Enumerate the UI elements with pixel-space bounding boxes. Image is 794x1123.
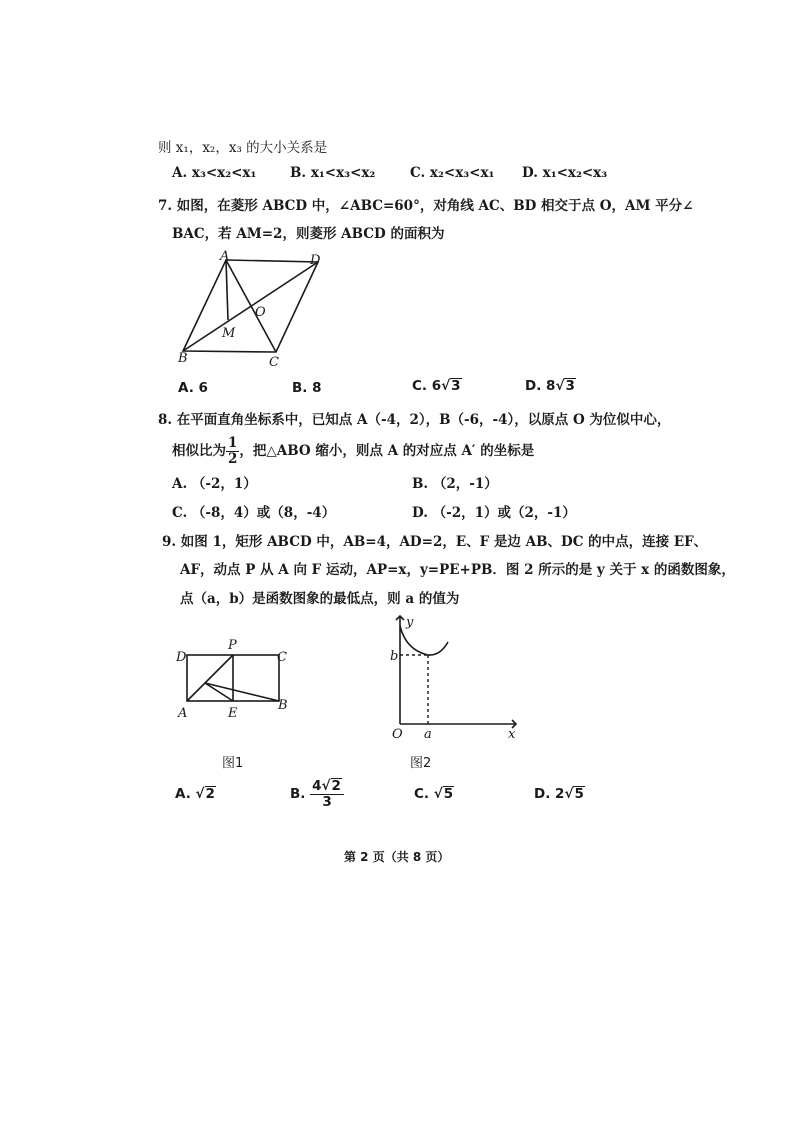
q9-figure2-graph (388, 612, 528, 740)
numerator-radicand: 2 (331, 778, 341, 794)
q8-option-a (172, 472, 257, 492)
option-letter: C. (414, 786, 430, 802)
label-o: O (255, 305, 266, 320)
segment-am (226, 260, 228, 320)
ratio-numerator: 1 (228, 435, 238, 451)
option-letter: A. (175, 786, 191, 802)
option-coef: 2 (555, 786, 565, 802)
q9-figure2-caption: 图2 (410, 756, 432, 771)
option-radicand: 3 (451, 378, 461, 394)
option-letter: A. (178, 380, 194, 396)
label-y: y (406, 615, 414, 630)
q6-option-a (172, 165, 256, 181)
page-footer: 第 2 页（共 8 页） (344, 850, 450, 864)
option-letter: C. (412, 378, 428, 394)
numerator-coef: 4 (312, 778, 322, 794)
label-a: A (220, 249, 230, 264)
label-e: E (228, 706, 238, 721)
option-letter: B. (412, 476, 429, 492)
option-letter: A. (172, 476, 188, 492)
label-b: B (178, 351, 188, 366)
q6-option-b (290, 165, 375, 181)
q9-figure1-rectangle (170, 635, 300, 725)
q8-option-b (412, 472, 498, 492)
option-text: （2，-1） (432, 476, 498, 492)
option-fraction (310, 778, 344, 810)
label-a: A (178, 706, 188, 721)
q9-stem-line1: 9. 如图 1，矩形 ABCD 中，AB=4，AD=2，E、F 是边 AB、DC 的中点，连接 EF、 (162, 534, 708, 550)
option-text: x₂<x₃<x₁ (429, 165, 495, 181)
option-text: x₃<x₂<x₁ (191, 165, 257, 181)
q6-option-d (522, 165, 607, 181)
label-b: B (278, 698, 288, 713)
segment-af (187, 655, 233, 701)
option-letter: C. (172, 505, 188, 521)
option-letter: D. (412, 505, 428, 521)
option-letter: B. (292, 380, 308, 396)
q8-line2-pre: 相似比为 (172, 442, 226, 459)
q7-option-b (292, 380, 322, 396)
radical-sign: √ (433, 786, 443, 802)
ratio-fraction (226, 436, 239, 467)
q7-stem-line1: 7. 如图，在菱形 ABCD 中，∠ABC=60°，对角线 AC、BD 相交于点 O，AM 平分∠ (158, 198, 694, 214)
label-d: D (176, 650, 187, 665)
q7-rhombus-figure (170, 248, 340, 373)
option-text: x₁<x₃<x₂ (310, 165, 376, 181)
option-text: （-8，4）或（8，-4） (191, 505, 336, 521)
label-f: P (228, 638, 237, 653)
option-letter: C. (410, 165, 426, 181)
radical-sign: √ (564, 786, 574, 802)
segment-pb (205, 683, 279, 701)
option-coef: 6 (431, 378, 442, 394)
q9-option-b (290, 778, 344, 810)
option-text: （-2，1）或（2，-1） (432, 505, 576, 521)
q8-line2-post: ，把△ABO 缩小，则点 A 的对应点 A′ 的坐标是 (239, 442, 535, 459)
label-c: C (277, 650, 287, 665)
option-letter: A. (172, 165, 188, 181)
option-radicand: 3 (565, 378, 575, 394)
q9-stem-line2: AF，动点 P 从 A 向 F 运动，AP=x，y=PE+PB．图 2 所示的是 y 关于 x 的函数图象， (180, 562, 735, 578)
q8-option-c (172, 501, 335, 521)
radical-sign: √ (555, 378, 565, 394)
option-letter: B. (290, 785, 306, 802)
option-letter: D. (522, 165, 538, 181)
option-radicand: 5 (443, 786, 454, 802)
function-curve (400, 626, 448, 655)
q7-stem-line2: BAC，若 AM=2，则菱形 ABCD 的面积为 (172, 226, 445, 242)
q9-option-a (175, 786, 216, 802)
option-coef: 8 (546, 378, 556, 394)
radical-sign: √ (195, 786, 205, 802)
q7-option-d (525, 378, 576, 394)
option-text: （-2，1） (191, 476, 257, 492)
fraction-numerator (310, 778, 344, 795)
label-m: M (222, 326, 236, 341)
option-letter: B. (290, 165, 307, 181)
ratio-denominator: 2 (228, 450, 238, 467)
option-letter: D. (534, 786, 551, 802)
q9-figure1-caption: 图1 (222, 756, 244, 771)
option-value: 8 (312, 380, 322, 396)
option-text: x₁<x₂<x₃ (542, 165, 608, 181)
option-letter: D. (525, 378, 542, 394)
q8-stem-line1: 8. 在平面直角坐标系中，已知点 A（-4，2），B（-6，-4），以原点 O 为位似中心， (158, 412, 671, 428)
option-value: 6 (198, 380, 208, 396)
option-radicand: 5 (574, 786, 584, 802)
label-c: C (269, 355, 279, 370)
q8-option-d (412, 501, 576, 521)
radical-sign: √ (321, 778, 331, 794)
q9-stem-line3: 点（a，b）是函数图象的最低点，则 a 的值为 (180, 591, 460, 607)
label-x: x (508, 727, 516, 740)
q7-option-c (412, 378, 462, 394)
radical-sign: √ (441, 378, 451, 394)
q8-stem-line2 (172, 436, 534, 467)
q6-option-c (410, 165, 494, 181)
label-o: O (392, 727, 403, 740)
q7-option-a (178, 380, 208, 396)
label-b: b (390, 649, 399, 664)
q6-tail: 则 x₁，x₂，x₃ 的大小关系是 (158, 140, 328, 156)
q9-option-c (414, 786, 454, 802)
label-a: a (424, 727, 432, 740)
q9-option-d (534, 786, 585, 802)
label-d: D (310, 253, 321, 268)
fraction-denominator: 3 (322, 793, 332, 810)
option-radicand: 2 (205, 786, 215, 802)
